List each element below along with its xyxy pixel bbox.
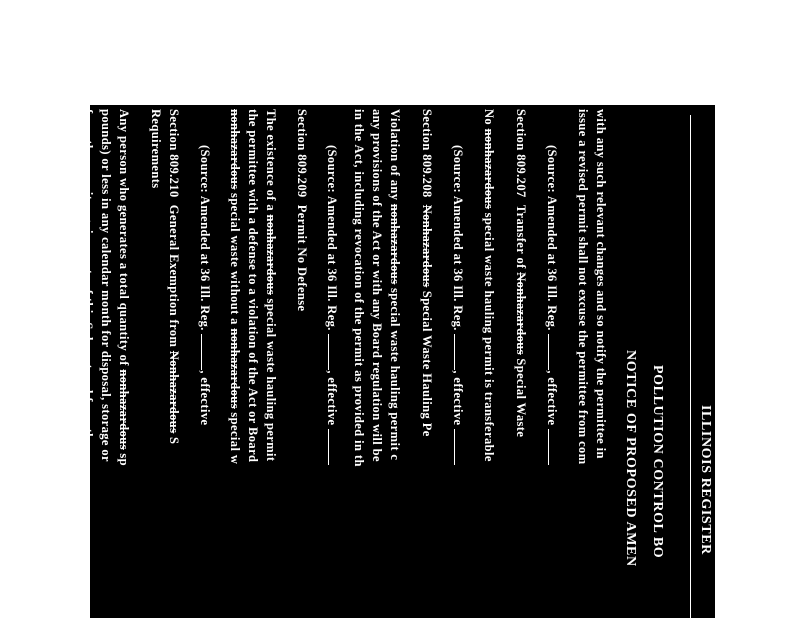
paragraph-line: in the Act, including revocation of the permit as provided in th — [352, 109, 366, 467]
paragraph-line: this Part. This exemption shall not constitute a defense to a vi — [63, 109, 77, 461]
register-title: ILLINOIS REGISTER — [698, 405, 713, 555]
paragraph-line: pounds) or less in any calendar month for disposal, storage or — [99, 109, 113, 462]
section-heading-809-207: Section 809.207 Transfer of Nonhazardous Special Waste — [514, 109, 528, 438]
section-heading-809-209: Section 809.209 Permit No Defense — [295, 109, 309, 312]
source-note: (Source: Amended at 36 Ill. Reg. , effective — [324, 145, 339, 465]
paragraph-line: any provisions of the Act or with any Board regulation will be — [370, 109, 384, 462]
paragraph-line: the permittee with a defense to a violation of the Act or Board — [246, 109, 260, 463]
paragraph-line: issue a revised permit shall not excuse the permittee from com — [576, 109, 590, 465]
header-rule — [690, 115, 691, 618]
section-heading-continuation: Requirements — [149, 109, 163, 189]
section-heading-809-210: Section 809.210 General Exemption from Nonhazardous S — [167, 109, 181, 445]
source-note: (Source: Amended at 36 Ill. Reg. , effective — [13, 145, 28, 465]
section-heading-809-208: Section 809.208 Nonhazardous Special Waste Hauling Pe — [420, 109, 434, 437]
paragraph-line: Any person who generates a total quantity of nonhazardous sp — [117, 109, 131, 467]
rotated-document-page — [14, 105, 715, 618]
paragraph-line: from the permit requirements of this Subpart and from the ma — [81, 109, 95, 468]
source-note: (Source: Amended at 36 Ill. Reg. , effective — [198, 145, 212, 426]
paragraph-line: Violation of any nonhazardous special waste hauling permit c — [388, 109, 402, 461]
paragraph-line: No nonhazardous special waste hauling permit is transferable — [482, 109, 496, 462]
paragraph-line: The existence of a nonhazardous special waste hauling permit — [264, 109, 278, 462]
paragraph-line: or any applicable disposal, storage or treatment requirement o — [45, 109, 59, 467]
source-note: (Source: Amended at 36 Ill. Reg. , effective — [450, 145, 465, 465]
page-content — [14, 105, 715, 618]
source-note: (Source: Amended at 36 Ill. Reg. , effective — [544, 145, 559, 465]
paragraph-line: with any such relevant changes and so notify the permittee in — [594, 109, 608, 459]
board-title: POLLUTION CONTROL BO — [650, 365, 665, 559]
notice-title: NOTICE OF PROPOSED AMEN — [623, 350, 638, 567]
paragraph-line: nonhazardous special waste without a nonhazardous special w — [228, 109, 242, 465]
